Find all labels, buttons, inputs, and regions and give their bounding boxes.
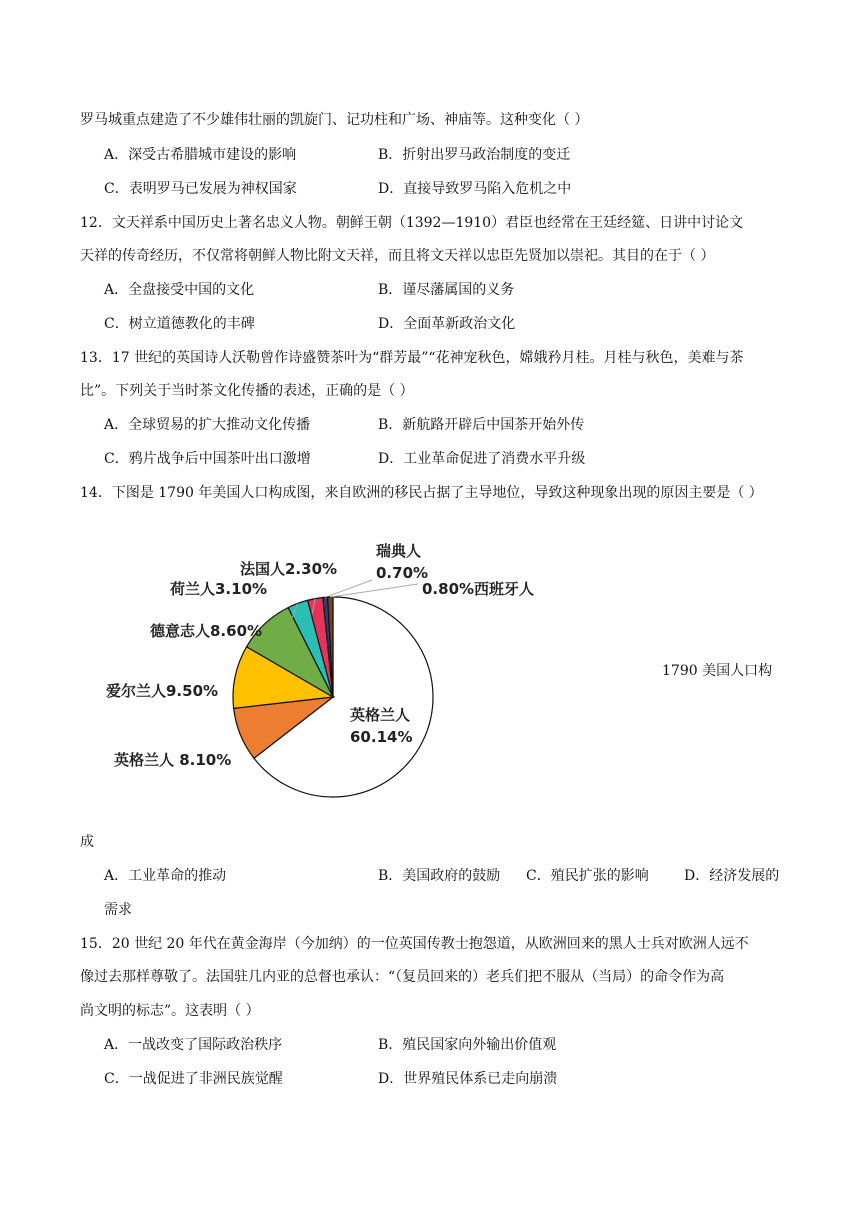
q14-option-d[interactable]: D．经济发展的 [684,868,780,884]
q15-option-a[interactable]: A．一战改变了国际政治秩序 [104,1037,283,1053]
pie-label-2: 爱尔兰人9.50% [106,682,219,700]
q13-option-b[interactable]: B．新航路开辟后中国茶开始外传 [378,417,585,433]
pie-label-5: 法国人2.30% [240,560,338,578]
q15-stem-line-2: 像过去那样尊敬了。法国驻几内亚的总督也承认：“（复员回来的）老兵们把不服从（当局）的命令作为高 [80,969,725,985]
q11-option-d[interactable]: D．直接导致罗马陷入危机之中 [378,181,572,197]
q14-option-a[interactable]: A．工业革命的推动 [104,868,227,884]
q14-option-c[interactable]: C．殖民扩张的影响 [526,868,649,884]
q15-option-c[interactable]: C．一战促进了非洲民族觉醒 [104,1071,283,1087]
q12-stem-line-2: 天祥的传奇经历，不仅常将朝鲜人物比附文天祥，而且将文天祥以忠臣先贤加以崇祀。其目的在于（ ） [80,248,715,264]
q13-option-c[interactable]: C．鸦片战争后中国茶叶出口激增 [104,451,311,467]
q14-option-b[interactable]: B．美国政府的鼓励 [378,868,501,884]
q11-option-b[interactable]: B．折射出罗马政治制度的变迁 [378,147,571,163]
q13-stem-line-1: 13．17 世纪的英国诗人沃勒曾作诗盛赞茶叶为“群芳最”“花神宠秋色，嫦娥矜月桂。月桂与秋色，美难与茶 [80,350,744,366]
q15-stem-line-3: 尚文明的标志”。这表明（ ） [80,1003,260,1019]
q13-option-a[interactable]: A．全球贸易的扩大推动文化传播 [104,417,311,433]
pie-label-6: 瑞典人 0.70% [376,542,429,582]
q14-option-d-wrap: 需求 [104,902,132,918]
q15-stem-line-1: 15．20 世纪 20 年代在黄金海岸（今加纳）的一位英国传教士抱怨道，从欧洲回来的黑人士兵对欧洲人远不 [80,936,749,952]
chart-caption-wrap: 成 [80,834,94,850]
pie-label-3: 德意志人8.60% [150,622,263,640]
q12-option-c[interactable]: C．树立道德教化的丰碑 [104,316,255,332]
pie-label-1: 英格兰人 8.10% [114,751,232,769]
chart-caption-side: 1790 美国人口构 [662,663,773,679]
q12-option-a[interactable]: A．全盘接受中国的文化 [104,282,255,298]
q11-option-a[interactable]: A．深受古希腊城市建设的影响 [104,147,297,163]
q13-stem-line-2: 比”。下列关于当时茶文化传播的表述，正确的是（ ） [80,383,414,399]
q12-stem-line-1: 12．文天祥系中国历史上著名忠义人物。朝鲜王朝（1392—1910）君臣也经常在王廷经筵、日讲中讨论文 [80,215,744,231]
q15-option-b[interactable]: B．殖民国家向外输出价值观 [378,1037,557,1053]
pie-svg [80,520,720,830]
pie-label-0: 英格兰人 60.14% [350,706,413,746]
pie-label-7: 0.80%西班牙人 [422,580,535,598]
q11-stem-tail: 罗马城重点建造了不少雄伟壮丽的凯旋门、记功柱和广场、神庙等。这种变化（ ） [80,112,589,128]
q15-option-d[interactable]: D．世界殖民体系已走向崩溃 [378,1071,558,1087]
q11-option-c[interactable]: C．表明罗马已发展为神权国家 [104,181,297,197]
population-pie-chart [80,520,720,830]
q13-option-d[interactable]: D．工业革命促进了消费水平升级 [378,451,586,467]
q14-stem: 14．下图是 1790 年美国人口构成图，来自欧洲的移民占据了主导地位，导致这种现象出现的原因主要是（ ） [80,485,763,501]
pie-label-4: 荷兰人3.10% [170,580,268,598]
q12-option-b[interactable]: B．谨尽藩属国的义务 [378,282,515,298]
q12-option-d[interactable]: D．全面革新政治文化 [378,316,516,332]
